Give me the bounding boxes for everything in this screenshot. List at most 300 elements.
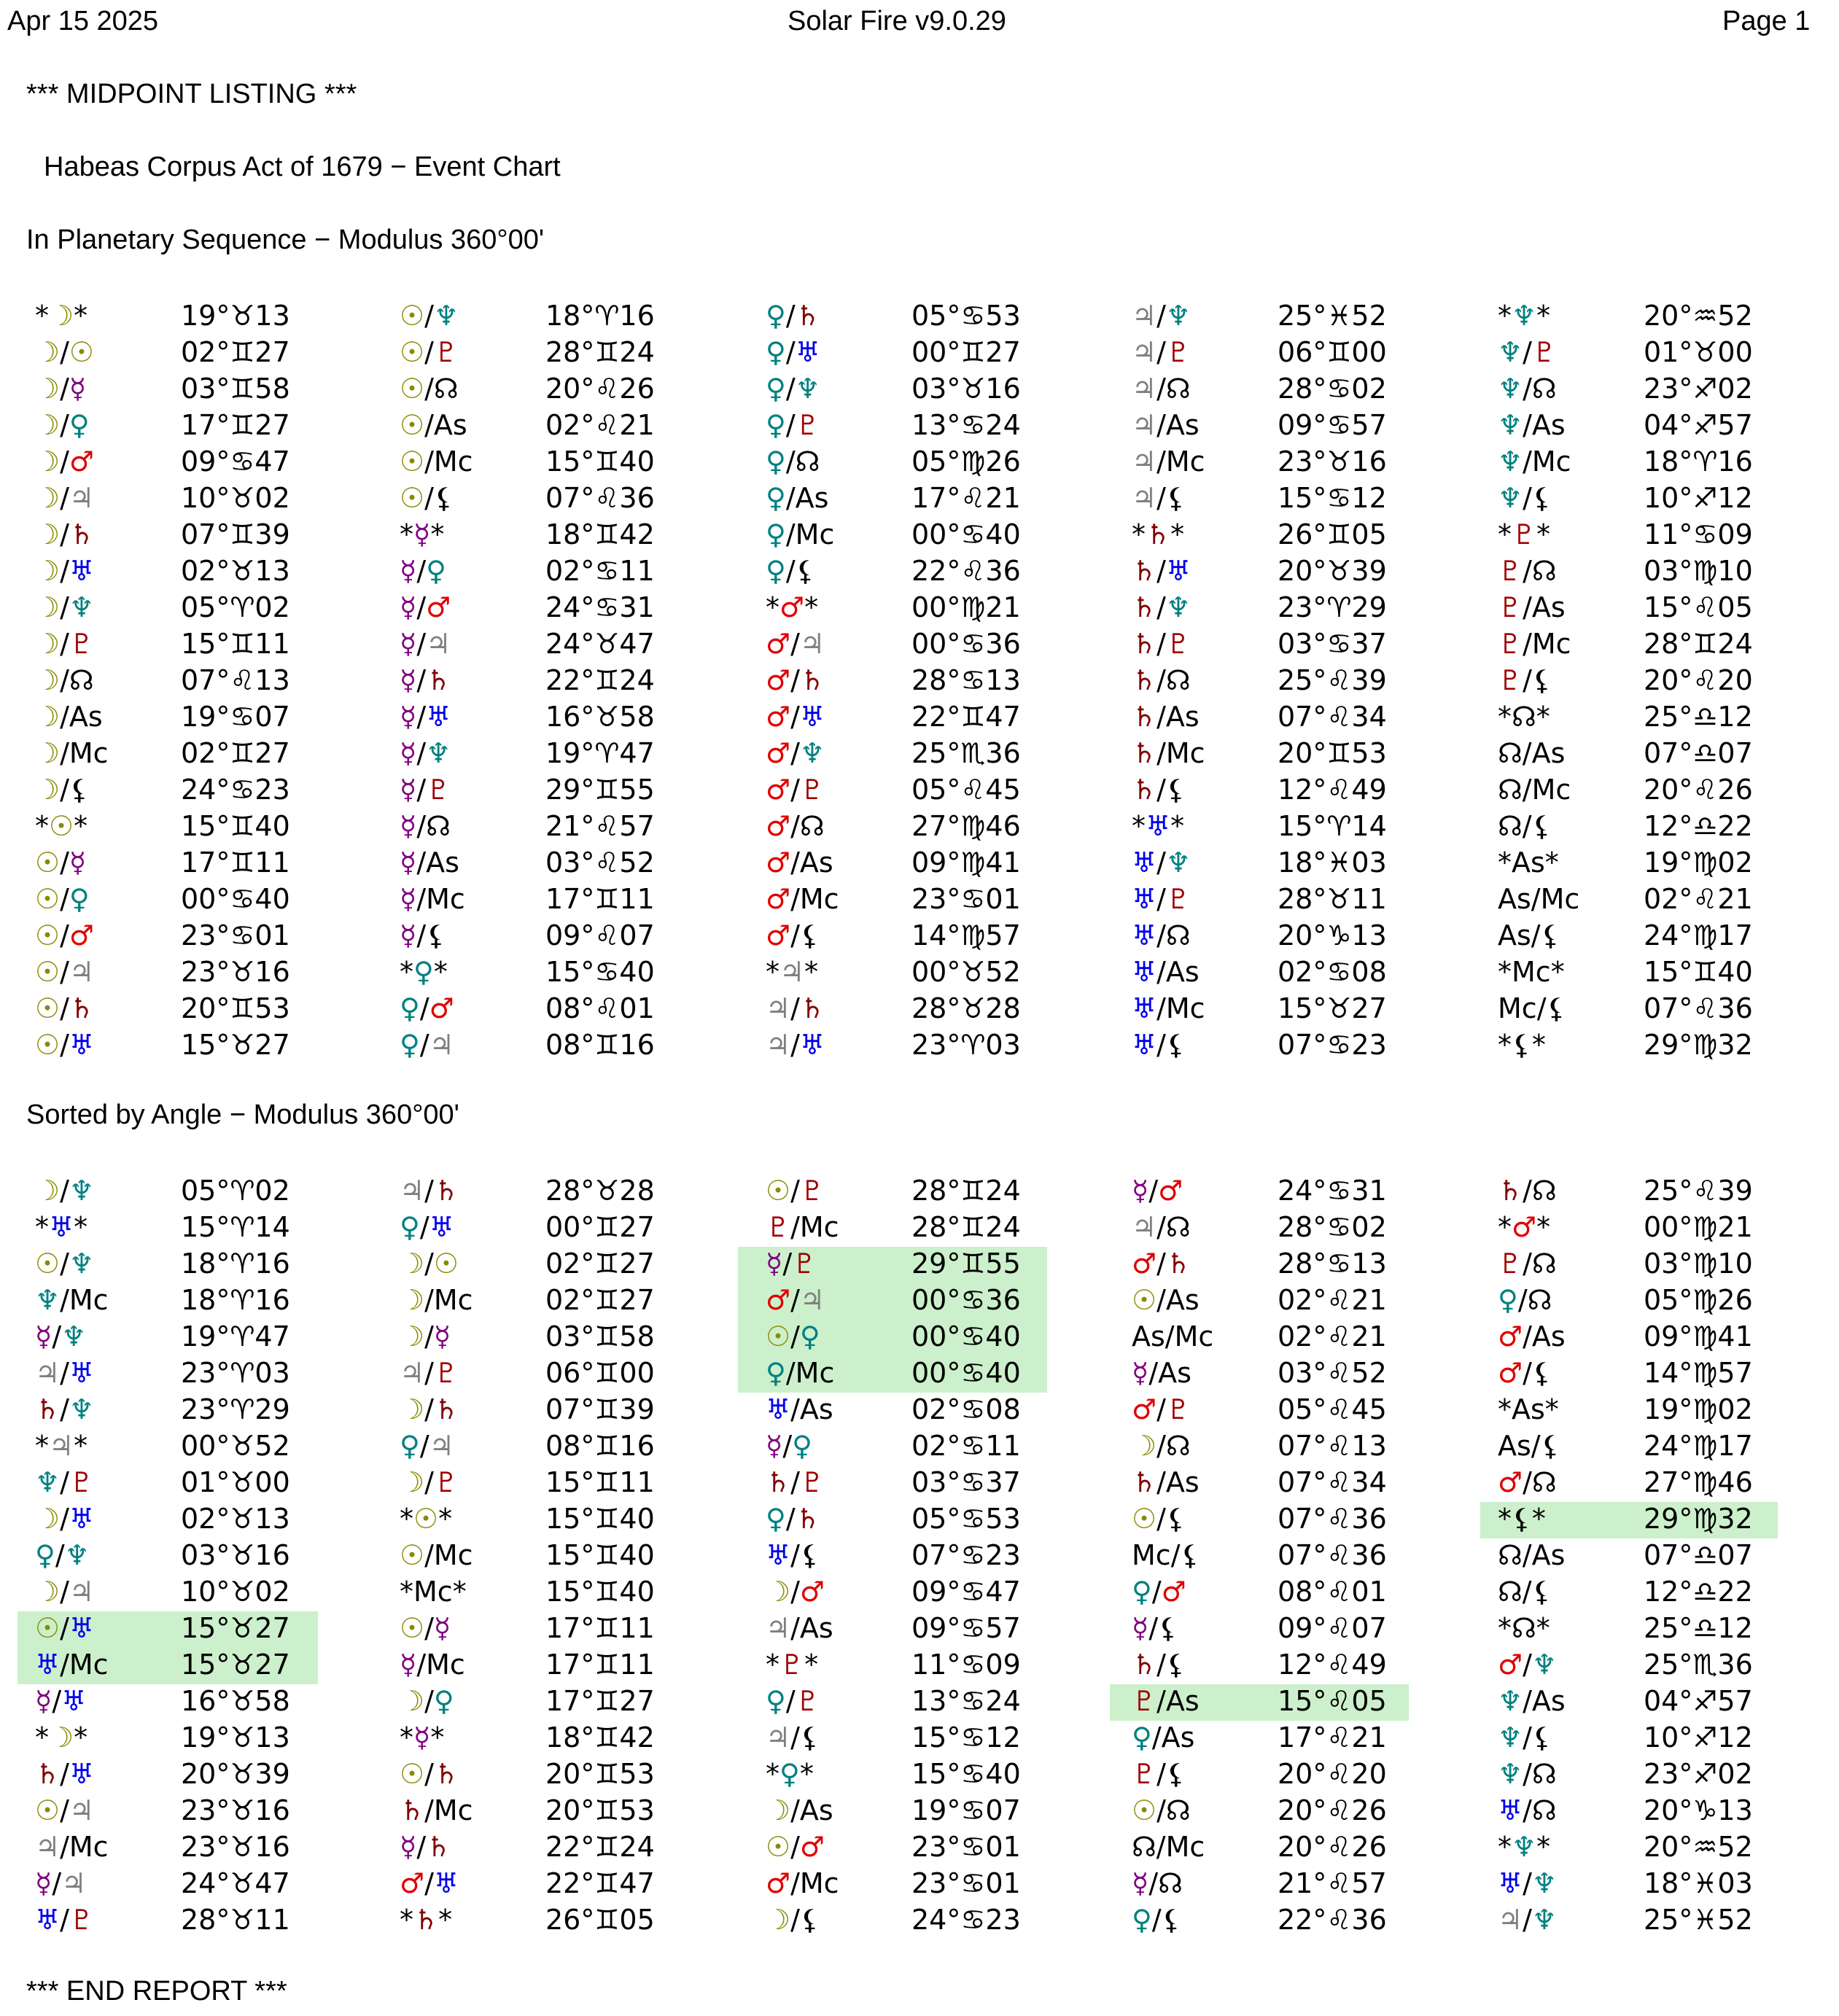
uranus-icon: ♅: [1132, 919, 1157, 951]
uranus-icon: ♅: [1132, 992, 1157, 1024]
midpoint-pair: [1132, 1464, 1200, 1501]
separator: /: [60, 1029, 69, 1061]
midpoint-value: 25°♓52: [1278, 300, 1387, 332]
separator: /: [1523, 1466, 1532, 1498]
venus-icon: ♀: [779, 1758, 800, 1790]
mars-icon: ♂: [400, 1867, 425, 1899]
node-icon: ☊: [1531, 1248, 1557, 1280]
midpoint-pair: [400, 589, 451, 626]
lilith-icon: ⚸: [799, 1539, 820, 1571]
separator: /: [416, 1831, 427, 1863]
separator: /: [1531, 1430, 1541, 1462]
separator: /: [785, 518, 796, 550]
mars-icon: ♂: [1161, 1576, 1186, 1608]
midpoint-value: 23°♋01: [911, 883, 1021, 915]
node-icon: ☊: [1531, 373, 1557, 405]
midpoint-value: 03°♉16: [911, 373, 1021, 405]
mc-icon: Mc: [413, 1576, 453, 1608]
venus-icon: ♀: [766, 445, 786, 478]
separator: /: [1536, 992, 1547, 1024]
midpoint-pair: [1498, 1282, 1552, 1318]
midpoint-pair: [766, 443, 820, 480]
separator: /: [416, 701, 427, 733]
midpoint-pair: [766, 1027, 825, 1063]
separator: /: [1156, 409, 1166, 441]
midpoint-value: 02°♋11: [911, 1430, 1021, 1462]
midpoint-value: 19°♍02: [1644, 847, 1753, 879]
sun-icon: ☉: [400, 445, 425, 478]
separator: /: [1523, 482, 1532, 514]
self-marker: *: [804, 956, 819, 988]
midpoint-pair: [766, 370, 820, 407]
midpoint-pair: [35, 917, 94, 954]
separator: /: [419, 992, 429, 1024]
lilith-icon: ⚸: [799, 1721, 820, 1754]
pluto-icon: ♇: [1132, 1685, 1157, 1717]
separator: /: [424, 409, 434, 441]
midpoint-value: 14°♍57: [911, 919, 1021, 951]
moon-icon: ☽: [35, 1175, 61, 1207]
midpoint-pair: [1132, 443, 1205, 480]
midpoint-value: 05°♍26: [911, 445, 1021, 478]
separator: /: [1156, 1685, 1166, 1717]
neptune-icon: ♆: [1165, 847, 1191, 879]
midpoint-pair: [1498, 297, 1550, 334]
jupiter-icon: ♃: [1132, 373, 1157, 405]
self-marker: *: [1132, 810, 1146, 842]
midpoint-pair: [1132, 662, 1191, 698]
sun-icon: ☉: [35, 1612, 61, 1644]
midpoint-value: 18°♓03: [1278, 847, 1387, 879]
mars-icon: ♂: [69, 445, 94, 478]
self-marker: *: [35, 300, 49, 332]
as-icon: As: [1498, 1430, 1531, 1462]
self-marker: *: [35, 1430, 49, 1462]
midpoint-value: 00°♍21: [911, 591, 1021, 623]
venus-icon: ♀: [766, 373, 786, 405]
node-icon: ☊: [1165, 1211, 1191, 1243]
midpoint-pair: [35, 735, 109, 771]
midpoint-value: 12°♌49: [1278, 1649, 1387, 1681]
midpoint-value: 29°♍32: [1644, 1503, 1753, 1535]
separator: /: [790, 1393, 800, 1425]
midpoint-pair: [766, 990, 825, 1027]
midpoint-pair: [400, 1792, 473, 1829]
midpoint-value: 17°♌21: [1278, 1721, 1387, 1754]
midpoint-value: 23°♉16: [181, 956, 290, 988]
midpoint-value: 21°♌57: [1278, 1867, 1387, 1899]
midpoint-pair: [1132, 1756, 1186, 1792]
midpoint-pair: [1132, 1829, 1205, 1865]
separator: /: [424, 1175, 434, 1207]
separator: /: [52, 1320, 62, 1353]
separator: /: [785, 336, 796, 368]
pluto-icon: ♇: [1498, 1248, 1523, 1280]
midpoint-value: 20°♒52: [1644, 300, 1753, 332]
midpoint-value: 17°♊27: [545, 1685, 655, 1717]
mercury-icon: ☿: [35, 1685, 53, 1717]
venus-icon: ♀: [766, 409, 786, 441]
midpoint-value: 20°♌20: [1644, 664, 1753, 696]
self-marker: *: [804, 1649, 819, 1681]
midpoint-value: 02°♉13: [181, 555, 290, 587]
midpoint-value: 19°♋07: [181, 701, 290, 733]
sun-icon: ☉: [400, 1758, 425, 1790]
mars-icon: ♂: [1498, 1320, 1523, 1353]
mercury-icon: ☿: [400, 847, 417, 879]
mars-icon: ♂: [1132, 1248, 1157, 1280]
midpoint-pair: [1498, 553, 1557, 589]
separator: /: [1156, 919, 1166, 951]
midpoint-pair: [1132, 589, 1191, 626]
midpoint-pair: [35, 443, 94, 480]
midpoint-value: 15°♋12: [911, 1721, 1021, 1754]
section1-title: In Planetary Sequence − Modulus 360°00': [26, 225, 545, 255]
neptune-icon: ♆: [795, 373, 820, 405]
node-icon: ☊: [1132, 1831, 1156, 1863]
midpoint-value: 08°♊16: [545, 1430, 655, 1462]
midpoint-pair: [400, 844, 459, 881]
neptune-icon: ♆: [1531, 1649, 1557, 1681]
separator: /: [1156, 737, 1166, 769]
moon-icon: ☽: [35, 591, 61, 623]
separator: /: [1523, 373, 1532, 405]
node-icon: ☊: [1165, 1430, 1191, 1462]
venus-icon: ♀: [799, 1320, 820, 1353]
midpoint-pair: [766, 1355, 834, 1391]
midpoint-pair: [766, 881, 839, 917]
mars-icon: ♂: [766, 664, 791, 696]
midpoint-pair: [1498, 1245, 1557, 1282]
mc-icon: Mc: [69, 1284, 109, 1316]
mercury-icon: ☿: [766, 1430, 783, 1462]
midpoint-value: 02°♉13: [181, 1503, 290, 1535]
self-marker: *: [766, 1758, 779, 1790]
midpoint-pair: [766, 1245, 817, 1282]
mercury-icon: ☿: [400, 1831, 417, 1863]
self-marker: *: [766, 1649, 779, 1681]
midpoint-value: 02°♊27: [181, 737, 290, 769]
sun-icon: ☉: [766, 1320, 791, 1353]
midpoint-pair: [35, 480, 94, 516]
separator: /: [785, 482, 796, 514]
mercury-icon: ☿: [1132, 1867, 1149, 1899]
mars-icon: ♂: [766, 883, 791, 915]
mc-icon: Mc: [799, 1211, 839, 1243]
midpoint-value: 09°♋57: [1278, 409, 1387, 441]
separator: /: [1156, 1029, 1166, 1061]
venus-icon: ♀: [766, 300, 786, 332]
midpoint-pair: [35, 407, 90, 443]
midpoint-pair: [1498, 589, 1566, 626]
midpoint-value: 00°♋36: [911, 1284, 1021, 1316]
midpoint-value: 01°♉00: [181, 1466, 290, 1498]
self-marker: *: [1170, 518, 1185, 550]
separator: /: [1148, 1175, 1159, 1207]
self-marker: *: [1498, 956, 1512, 988]
midpoint-value: 23°♉16: [181, 1831, 290, 1863]
sun-icon: ☉: [35, 883, 61, 915]
mars-icon: ♂: [766, 847, 791, 879]
separator: /: [60, 1831, 69, 1863]
moon-icon: ☽: [35, 1503, 61, 1535]
self-marker: *: [1536, 300, 1551, 332]
separator: /: [1156, 1758, 1166, 1790]
midpoint-value: 24°♋23: [181, 774, 290, 806]
midpoint-value: 03°♊58: [181, 373, 290, 405]
midpoint-value: 25°♏36: [911, 737, 1021, 769]
separator: /: [1156, 1649, 1166, 1681]
midpoint-value: 00°♋40: [911, 518, 1021, 550]
midpoint-pair: [1498, 844, 1559, 881]
midpoint-pair: [400, 1902, 452, 1938]
midpoint-value: 01°♉00: [1644, 336, 1753, 368]
node-icon: ☊: [1512, 1612, 1536, 1644]
node-icon: ☊: [1158, 1867, 1183, 1899]
pluto-icon: ♇: [1531, 336, 1557, 368]
venus-icon: ♀: [1132, 1904, 1152, 1936]
self-marker: *: [1498, 847, 1512, 879]
self-marker: *: [1536, 1211, 1551, 1243]
midpoint-value: 04°♐57: [1644, 1685, 1753, 1717]
separator: /: [424, 1284, 434, 1316]
venus-icon: ♀: [400, 992, 420, 1024]
midpoint-pair: [1498, 1501, 1546, 1537]
midpoint-value: 13°♋24: [911, 1685, 1021, 1717]
separator: /: [1523, 1649, 1532, 1681]
saturn-icon: ♄: [426, 1831, 451, 1863]
neptune-icon: ♆: [1498, 1758, 1523, 1790]
midpoint-pair: [400, 917, 446, 954]
neptune-icon: ♆: [1531, 1904, 1557, 1936]
separator: /: [424, 482, 434, 514]
midpoint-pair: [766, 589, 818, 626]
separator: /: [424, 1867, 434, 1899]
uranus-icon: ♅: [69, 1029, 94, 1061]
midpoint-pair: [1498, 1464, 1557, 1501]
jupiter-icon: ♃: [1132, 1211, 1157, 1243]
moon-icon: ☽: [400, 1685, 425, 1717]
midpoint-value: 11°♋09: [911, 1649, 1021, 1681]
midpoint-pair: [766, 480, 828, 516]
mars-icon: ♂: [1498, 1466, 1523, 1498]
midpoint-pair: [35, 1245, 94, 1282]
lilith-icon: ⚸: [1180, 1539, 1201, 1571]
midpoint-pair: [400, 1245, 459, 1282]
neptune-icon: ♆: [1498, 373, 1523, 405]
midpoint-pair: [1132, 1902, 1182, 1938]
neptune-icon: ♆: [1498, 336, 1523, 368]
saturn-icon: ♄: [795, 300, 820, 332]
midpoint-value: 09°♌07: [1278, 1612, 1387, 1644]
lilith-icon: ⚸: [1531, 1357, 1552, 1389]
jupiter-icon: ♃: [1132, 336, 1157, 368]
midpoint-pair: [400, 735, 451, 771]
separator: /: [424, 300, 434, 332]
sun-icon: ☉: [400, 1612, 425, 1644]
sun-icon: ☉: [69, 336, 94, 368]
midpoint-value: 26°♊05: [545, 1904, 655, 1936]
midpoint-value: 02°♌21: [1278, 1284, 1387, 1316]
midpoint-pair: [400, 1209, 454, 1245]
mars-icon: ♂: [766, 628, 791, 660]
pluto-icon: ♇: [1498, 591, 1523, 623]
moon-icon: ☽: [766, 1576, 791, 1608]
mars-icon: ♂: [766, 737, 791, 769]
saturn-icon: ♄: [433, 1393, 459, 1425]
midpoint-value: 24°♍17: [1644, 919, 1753, 951]
midpoint-value: 09°♍41: [911, 847, 1021, 879]
separator: /: [1523, 409, 1532, 441]
separator: /: [785, 1357, 796, 1389]
midpoint-pair: [1132, 698, 1200, 735]
separator: /: [60, 847, 69, 879]
as-icon: As: [1498, 919, 1531, 951]
moon-icon: ☽: [400, 1248, 425, 1280]
pluto-icon: ♇: [766, 1211, 791, 1243]
midpoint-value: 20°♊53: [545, 1758, 655, 1790]
midpoint-pair: [766, 1865, 839, 1902]
midpoint-pair: [35, 516, 94, 553]
mercury-icon: ☿: [69, 847, 87, 879]
lilith-icon: ⚸: [799, 919, 820, 951]
separator: /: [1156, 336, 1166, 368]
mc-icon: Mc: [1132, 1539, 1171, 1571]
mercury-icon: ☿: [400, 883, 417, 915]
jupiter-icon: ♃: [1132, 409, 1157, 441]
self-marker: *: [74, 1721, 88, 1754]
midpoint-value: 00°♋40: [911, 1320, 1021, 1353]
separator: /: [1156, 1393, 1166, 1425]
midpoint-pair: [1498, 1391, 1559, 1428]
saturn-icon: ♄: [433, 1175, 459, 1207]
pluto-icon: ♇: [779, 1649, 805, 1681]
midpoint-value: 07°♌13: [181, 664, 290, 696]
separator: /: [60, 1904, 69, 1936]
separator: /: [60, 664, 69, 696]
midpoint-value: 20°♌26: [1278, 1794, 1387, 1826]
midpoint-value: 28°♉28: [545, 1175, 655, 1207]
midpoint-pair: [1498, 771, 1571, 808]
venus-icon: ♀: [433, 1685, 454, 1717]
separator: /: [790, 883, 800, 915]
midpoint-value: 08°♊16: [545, 1029, 655, 1061]
midpoint-value: 03°♍10: [1644, 555, 1753, 587]
midpoint-pair: [1132, 917, 1191, 954]
mc-icon: Mc: [1531, 628, 1571, 660]
separator: /: [1156, 373, 1166, 405]
midpoint-pair: [35, 1756, 94, 1792]
neptune-icon: ♆: [64, 1539, 90, 1571]
separator: /: [790, 737, 800, 769]
as-icon: As: [1165, 701, 1200, 733]
separator: /: [1148, 1867, 1159, 1899]
separator: /: [60, 1357, 69, 1389]
midpoint-value: 05°♍26: [1644, 1284, 1753, 1316]
midpoint-value: 29°♊55: [911, 1248, 1021, 1280]
separator: /: [790, 701, 800, 733]
mc-icon: Mc: [69, 1649, 109, 1681]
midpoint-value: 20°♌26: [1278, 1831, 1387, 1863]
midpoint-value: 07°♊39: [545, 1393, 655, 1425]
lilith-icon: ⚸: [1165, 1029, 1186, 1061]
saturn-icon: ♄: [766, 1466, 791, 1498]
as-icon: As: [1531, 1685, 1566, 1717]
separator: /: [416, 555, 427, 587]
saturn-icon: ♄: [1132, 774, 1157, 806]
midpoint-pair: [400, 771, 451, 808]
jupiter-icon: ♃: [766, 1029, 791, 1061]
midpoint-pair: [766, 1792, 833, 1829]
as-icon: As: [1161, 1721, 1195, 1754]
separator: /: [60, 1612, 69, 1644]
midpoint-value: 28°♊24: [911, 1175, 1021, 1207]
midpoint-value: 22°♌36: [911, 555, 1021, 587]
midpoint-value: 19°♉13: [181, 1721, 290, 1754]
sun-icon: ☉: [413, 1503, 439, 1535]
midpoint-pair: [1498, 334, 1557, 370]
separator: /: [1523, 591, 1532, 623]
separator: /: [790, 1320, 800, 1353]
self-marker: *: [74, 1430, 88, 1462]
separator: /: [1531, 919, 1541, 951]
midpoint-pair: [1498, 443, 1571, 480]
separator: /: [1165, 1320, 1175, 1353]
midpoint-pair: [35, 553, 94, 589]
midpoint-value: 18°♊42: [545, 518, 655, 550]
pluto-icon: ♇: [792, 1248, 817, 1280]
midpoint-pair: [400, 1428, 454, 1464]
separator: /: [790, 1721, 800, 1754]
as-icon: As: [1165, 1685, 1200, 1717]
midpoint-pair: [1498, 1646, 1557, 1683]
mercury-icon: ☿: [400, 774, 417, 806]
midpoint-value: 28°♉11: [181, 1904, 290, 1936]
as-icon: As: [1165, 956, 1200, 988]
midpoint-pair: [1498, 370, 1557, 407]
separator: /: [1523, 336, 1532, 368]
midpoint-value: 02°♌21: [1278, 1320, 1387, 1353]
midpoint-pair: [400, 662, 451, 698]
mercury-icon: ☿: [35, 1320, 53, 1353]
midpoint-pair: [1132, 1610, 1178, 1646]
separator: /: [416, 883, 427, 915]
pluto-icon: ♇: [433, 1466, 459, 1498]
midpoint-value: 15°♊40: [181, 810, 290, 842]
separator: /: [1156, 445, 1166, 478]
sun-icon: ☉: [35, 992, 61, 1024]
separator: /: [60, 628, 69, 660]
separator: /: [60, 737, 69, 769]
midpoint-pair: [1132, 1391, 1191, 1428]
midpoint-pair: [35, 1318, 86, 1355]
self-marker: *: [1498, 518, 1512, 550]
midpoint-pair: [766, 626, 825, 662]
as-icon: As: [1498, 883, 1531, 915]
midpoint-pair: [1498, 735, 1565, 771]
mc-icon: Mc: [69, 737, 109, 769]
midpoint-pair: [35, 844, 86, 881]
midpoint-value: 15°♉27: [1278, 992, 1387, 1024]
jupiter-icon: ♃: [35, 1357, 61, 1389]
venus-icon: ♀: [766, 336, 786, 368]
lilith-icon: ⚸: [1165, 1649, 1186, 1681]
separator: /: [1156, 1248, 1166, 1280]
midpoint-value: 20°♑13: [1278, 919, 1387, 951]
self-marker: *: [74, 810, 88, 842]
node-icon: ☊: [1498, 774, 1523, 806]
venus-icon: ♀: [1132, 1721, 1152, 1754]
